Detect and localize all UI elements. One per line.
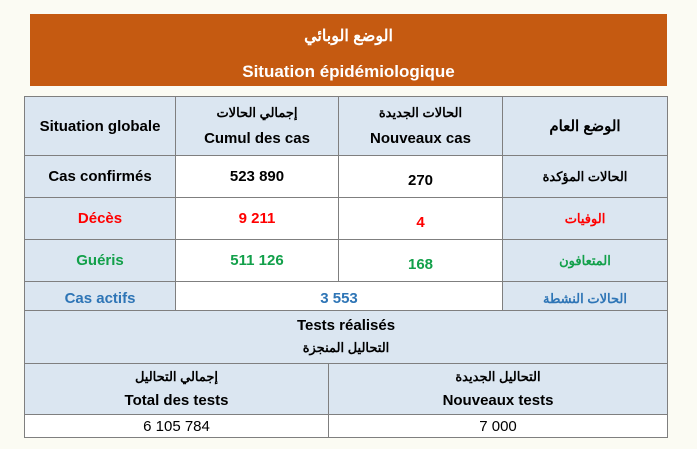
row-active-value: 3 553 xyxy=(176,282,503,316)
col-total-tests-ar: إجمالي التحاليل xyxy=(134,369,219,384)
row-new: 168 xyxy=(339,240,503,282)
row-label-ar: الحالات المؤكدة xyxy=(503,156,668,198)
tests-table xyxy=(24,310,668,438)
row-label: Décès xyxy=(25,198,176,240)
row-label: Cas confirmés xyxy=(25,156,176,198)
row-deaths xyxy=(25,198,668,240)
row-confirmed xyxy=(25,156,668,198)
situation-table xyxy=(24,96,668,316)
new-tests-value: 7 000 xyxy=(329,415,668,438)
col-cumul xyxy=(176,97,339,156)
tests-header-row xyxy=(25,364,668,415)
row-new: 270 xyxy=(339,156,503,198)
tests-title-row xyxy=(25,311,668,364)
row-cumul: 9 211 xyxy=(176,198,339,240)
row-recovered xyxy=(25,240,668,282)
col-new-tests xyxy=(329,364,668,415)
tests-title xyxy=(25,311,668,364)
header-banner xyxy=(30,14,667,86)
col-situation-globale: Situation globale xyxy=(25,97,176,156)
col-new-tests-fr: Nouveaux tests xyxy=(442,392,554,409)
col-new-tests-ar: التحاليل الجديدة xyxy=(455,369,541,384)
col-situation-ar: الوضع العام xyxy=(503,97,668,156)
tests-title-ar: التحاليل المنجزة xyxy=(302,340,390,355)
col-total-tests xyxy=(25,364,329,415)
row-cumul: 523 890 xyxy=(176,156,339,198)
total-tests-value: 6 105 784 xyxy=(25,415,329,438)
col-cumul-fr: Cumul des cas xyxy=(204,130,310,147)
row-new: 4 xyxy=(339,198,503,240)
col-total-tests-fr: Total des tests xyxy=(124,392,229,409)
header-title-ar: الوضع الوبائي xyxy=(304,28,393,45)
tests-title-fr: Tests réalisés xyxy=(296,317,396,334)
col-cumul-ar: إجمالي الحالات xyxy=(216,105,298,120)
header-title-fr: Situation épidémiologique xyxy=(242,62,455,81)
row-label-ar: الوفيات xyxy=(503,198,668,240)
row-label: Cas actifs xyxy=(25,282,176,316)
row-cumul: 511 126 xyxy=(176,240,339,282)
col-new xyxy=(339,97,503,156)
row-label-ar: المتعافون xyxy=(503,240,668,282)
tests-values-row xyxy=(25,415,668,438)
col-new-ar: الحالات الجديدة xyxy=(378,105,463,120)
situation-header-row xyxy=(25,97,668,156)
row-label: Guéris xyxy=(25,240,176,282)
col-new-fr: Nouveaux cas xyxy=(370,130,471,147)
row-label-ar: الحالات النشطة xyxy=(503,282,668,316)
